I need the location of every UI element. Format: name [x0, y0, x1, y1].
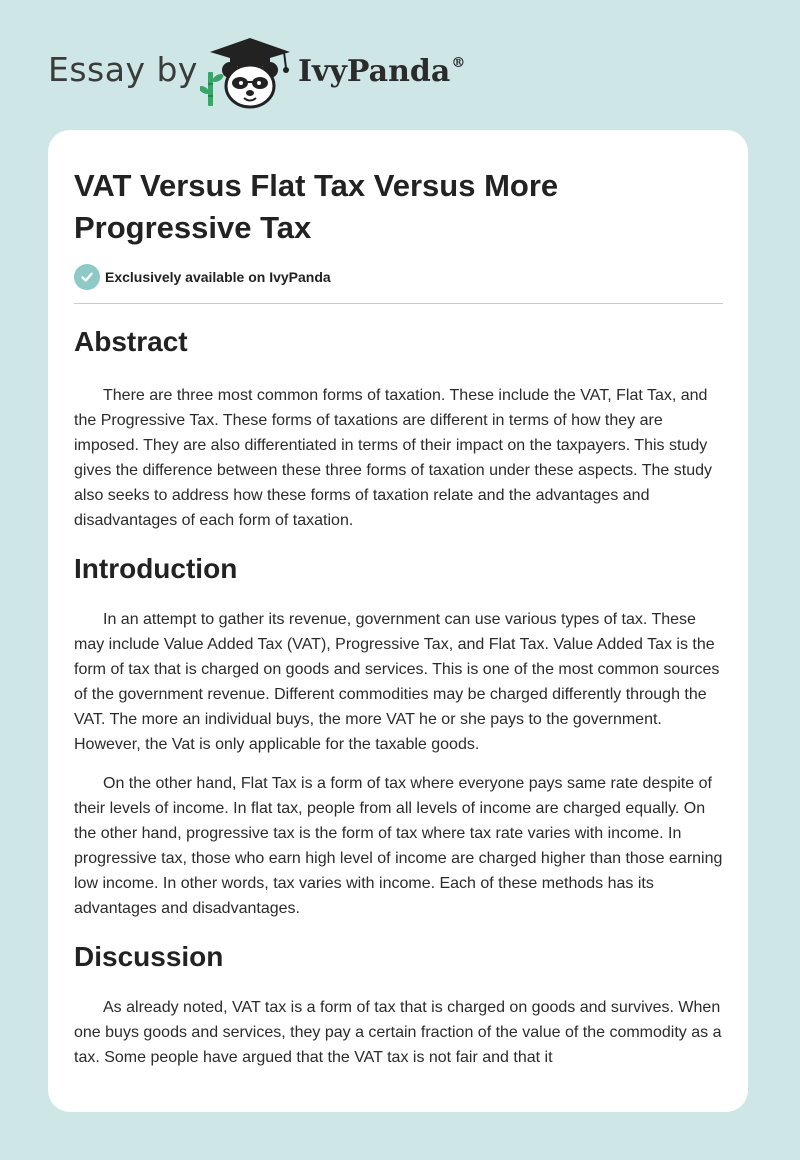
section-heading-discussion: Discussion [74, 941, 224, 972]
paragraph: On the other hand, Flat Tax is a form of tax where everyone pays same rate despite of their levels of income. In flat tax, people from all levels of income are charged equally. On the other hand, progressive tax is the form of tax where tax rate varies with income. In progressive tax, those who earn high level of income are charged higher than those earning low income. In other words, tax varies with income. Each of these methods has its advantages and disadvantages. [74, 775, 723, 917]
section-heading-introduction: Introduction [74, 553, 238, 584]
checkmark-icon [74, 264, 100, 290]
registered-mark: ® [451, 55, 466, 71]
paragraph: As already noted, VAT tax is a form of tax that is charged on goods and survives. When one buys goods and services, they pay a certain fraction of the value of the commodity as a tax. Some people have argued that the VAT tax is not fair and that it [74, 999, 722, 1066]
paragraph: There are three most common forms of taxation. These include the VAT, Flat Tax, and the Progressive Tax. These forms of taxations are different in terms of how they are imposed. They are also differentiated in terms of their impact on the taxpayers. This study gives the difference between these three forms of taxation under these aspects. The study also seeks to address how these forms of taxation relate and the advantages and disadvantages of each form of taxation. [74, 387, 713, 529]
article-body [74, 323, 726, 1084]
exclusive-badge [74, 263, 331, 291]
divider [74, 303, 723, 304]
brand-name[interactable] [298, 54, 465, 89]
article-card [48, 130, 748, 1112]
essay-by-label: Essay by [48, 50, 198, 89]
ivypanda-logo-icon[interactable] [200, 34, 295, 110]
article-title: VAT Versus Flat Tax Versus More Progressive Tax [74, 168, 559, 245]
exclusive-label: Exclusively available on IvyPanda [105, 269, 331, 285]
brand-label: IvyPanda [298, 54, 451, 89]
paragraph: In an attempt to gather its revenue, government can use various types of tax. These may include Value Added Tax (VAT), Progressive Tax, and Flat Tax. Value Added Tax is the form of tax that is charged on goods and services. This is one of the most common sources of the government revenue. Different commodities may be charged differently through the VAT. The more an individual buys, the more VAT he or she pays to the government. However, the Vat is only applicable for the taxable goods. [74, 611, 720, 753]
site-header [0, 0, 800, 130]
section-heading-abstract: Abstract [74, 326, 188, 357]
